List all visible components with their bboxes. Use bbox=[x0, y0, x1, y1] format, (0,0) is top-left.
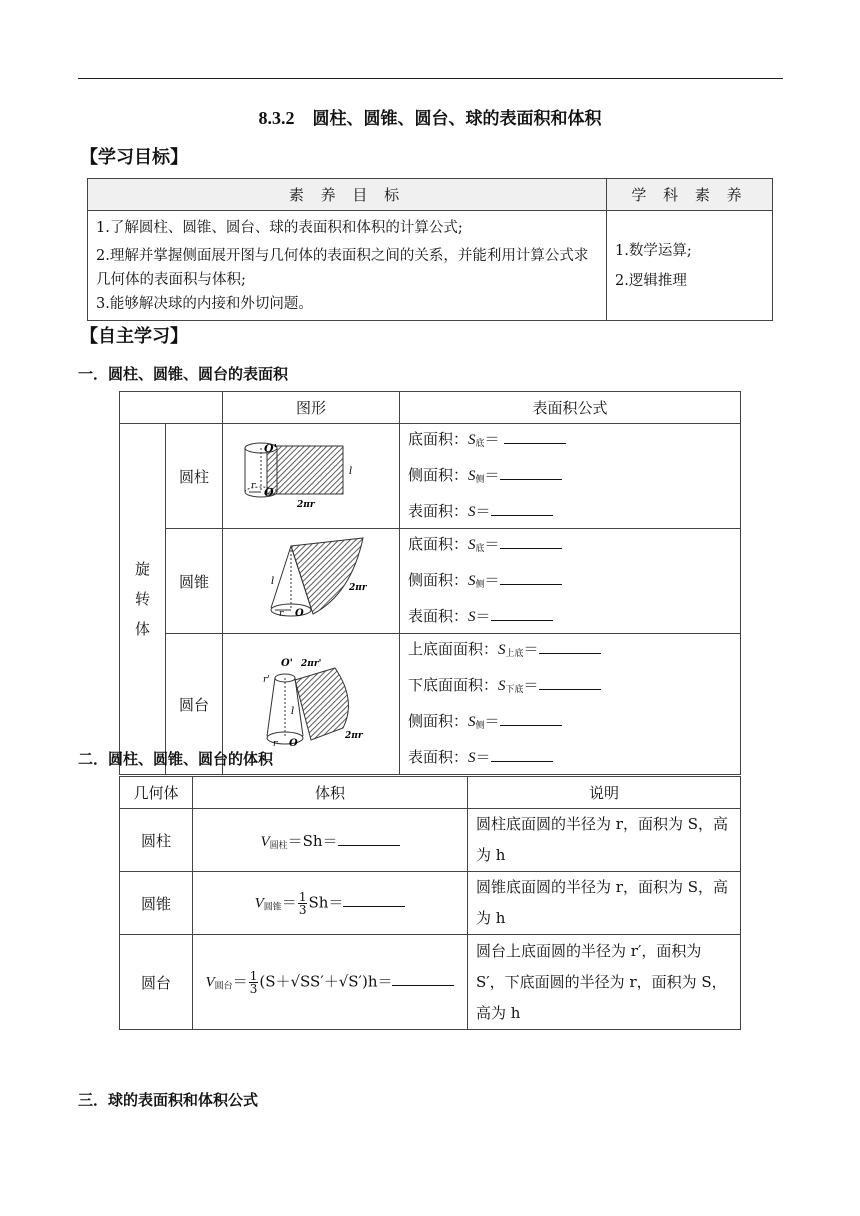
answer-blank[interactable] bbox=[500, 713, 562, 726]
frustum-label-r1: r' bbox=[263, 675, 270, 685]
section-1-heading: 一．圆柱、圆锥、圆台的表面积 bbox=[78, 365, 289, 383]
frustum-label-r: r bbox=[273, 739, 278, 749]
objectives-table bbox=[87, 178, 773, 321]
t2-header-solid: 几何体 bbox=[120, 777, 193, 809]
frustum-net-diagram bbox=[231, 652, 391, 752]
cyl-base-area: 底面积：$S_底=$ bbox=[408, 424, 732, 460]
frustum-bottom-area: 下底面面积：$S_{下底}=$ bbox=[408, 670, 732, 706]
vol-cone-name: 圆锥 bbox=[120, 872, 193, 935]
cylinder-net-diagram bbox=[231, 434, 391, 514]
objectives-list bbox=[88, 211, 607, 321]
cone-label-o: O bbox=[295, 608, 304, 619]
answer-blank[interactable] bbox=[343, 894, 405, 907]
answer-blank[interactable] bbox=[539, 641, 601, 654]
cyl-total-area: 表面积：S＝ bbox=[408, 496, 732, 528]
cyl-label-top: O' bbox=[264, 442, 277, 455]
frustum-label-arc2: 2πr bbox=[345, 731, 363, 741]
literacy-item: 2.逻辑推理 bbox=[615, 272, 687, 289]
frustum-top-area: 上底面面积：$S_{上底}=$ bbox=[408, 634, 732, 670]
cyl-label-r: r bbox=[251, 481, 256, 491]
t1-header-formula: 表面积公式 bbox=[400, 392, 741, 424]
t2-header-desc: 说明 bbox=[468, 777, 741, 809]
frustum-lateral-area: 侧面积：$S_侧=$ bbox=[408, 706, 732, 742]
rotation-body-label: 旋 转 体 bbox=[120, 424, 166, 775]
t2-header-volume: 体积 bbox=[193, 777, 468, 809]
answer-blank[interactable] bbox=[539, 677, 601, 690]
section-3-heading: 三．球的表面积和体积公式 bbox=[78, 1091, 259, 1109]
vol-frustum-formula: $V_{圆台}=$ $\frac{1}{3}$ (S＋√SS′＋√S′)h＝ bbox=[193, 935, 468, 1030]
header-rule bbox=[78, 78, 783, 79]
answer-blank[interactable] bbox=[338, 833, 400, 846]
vol-frustum-name: 圆台 bbox=[120, 935, 193, 1030]
frustum-label-arc1: 2πr' bbox=[301, 659, 322, 669]
one-third: $\frac{1}{3}$ bbox=[249, 968, 258, 996]
cone-lateral-area: 侧面积：$S_侧=$ bbox=[408, 565, 732, 601]
cylinder-figure bbox=[223, 424, 400, 529]
cyl-label-2pir: 2πr bbox=[297, 500, 315, 510]
cyl-label-l: l bbox=[349, 466, 353, 477]
self-study-heading: 【自主学习】 bbox=[80, 326, 188, 347]
frustum-label-o1: O' bbox=[281, 658, 293, 669]
section-number: 8.3.2 bbox=[258, 108, 295, 128]
title-text: 圆柱、圆锥、圆台、球的表面积和体积 bbox=[312, 109, 602, 129]
page-title bbox=[0, 104, 860, 129]
cone-name: 圆锥 bbox=[166, 529, 223, 634]
cylinder-name: 圆柱 bbox=[166, 424, 223, 529]
cone-label-l: l bbox=[271, 576, 275, 587]
objective-item: 2.理解并掌握侧面展开图与几何体的表面积之间的关系，并能利用计算公式求几何体的表面积与体积; bbox=[96, 247, 589, 288]
vol-cylinder-desc: 圆柱底面圆的半径为 r，面积为 S，高为 h bbox=[468, 809, 741, 872]
cone-label-2pir: 2πr bbox=[349, 583, 367, 593]
cone-total-area: 表面积：S＝ bbox=[408, 601, 732, 633]
answer-blank[interactable] bbox=[491, 503, 553, 516]
one-third: $\frac{1}{3}$ bbox=[298, 889, 307, 917]
vol-cylinder-formula: $V_{圆柱}=Sh=$ bbox=[193, 809, 468, 872]
section-2-heading: 二．圆柱、圆锥、圆台的体积 bbox=[78, 750, 274, 768]
vol-cone-formula: $V_{圆锥}=$ $\frac{1}{3}$ Sh＝ bbox=[193, 872, 468, 935]
vol-cone-desc: 圆锥底面圆的半径为 r，面积为 S，高为 h bbox=[468, 872, 741, 935]
objective-item: 3.能够解决球的内接和外切问题。 bbox=[96, 295, 313, 312]
volume-table bbox=[119, 776, 741, 1030]
answer-blank[interactable] bbox=[500, 572, 562, 585]
frustum-formulas bbox=[400, 634, 741, 775]
answer-blank[interactable] bbox=[504, 431, 566, 444]
literacy-col-header: 学 科 素 养 bbox=[607, 179, 773, 211]
cone-label-r: r bbox=[279, 609, 284, 619]
cone-formulas bbox=[400, 529, 741, 634]
answer-blank[interactable] bbox=[491, 608, 553, 621]
frustum-total-area: 表面积：S＝ bbox=[408, 742, 732, 774]
literacy-item: 1.数学运算; bbox=[615, 242, 692, 259]
vol-frustum-desc: 圆台上底面圆的半径为 r′，面积为 S′，下底面圆的半径为 r，面积为 S，高为 h bbox=[468, 935, 741, 1030]
cone-base-area: 底面积：$S_底=$ bbox=[408, 529, 732, 565]
objectives-col-header: 素 养 目 标 bbox=[88, 179, 607, 211]
objectives-heading: 【学习目标】 bbox=[80, 147, 188, 168]
t1-header-blank bbox=[120, 392, 223, 424]
frustum-label-l: l bbox=[291, 706, 295, 717]
objective-item: 1.了解圆柱、圆锥、圆台、球的表面积和体积的计算公式; bbox=[96, 219, 463, 236]
cone-figure bbox=[223, 529, 400, 634]
cyl-label-bottom: O bbox=[264, 486, 274, 499]
frustum-label-o: O bbox=[289, 738, 298, 749]
answer-blank[interactable] bbox=[392, 973, 454, 986]
answer-blank[interactable] bbox=[500, 536, 562, 549]
vol-cylinder-name: 圆柱 bbox=[120, 809, 193, 872]
surface-area-table bbox=[119, 391, 741, 775]
answer-blank[interactable] bbox=[500, 467, 562, 480]
literacy-list bbox=[607, 211, 773, 321]
frustum-name: 圆台 bbox=[166, 634, 223, 775]
answer-blank[interactable] bbox=[491, 749, 553, 762]
cone-net-diagram bbox=[231, 534, 391, 624]
cylinder-formulas bbox=[400, 424, 741, 529]
cyl-lateral-area: 侧面积：$S_侧=$ bbox=[408, 460, 732, 496]
t1-header-figure: 图形 bbox=[223, 392, 400, 424]
